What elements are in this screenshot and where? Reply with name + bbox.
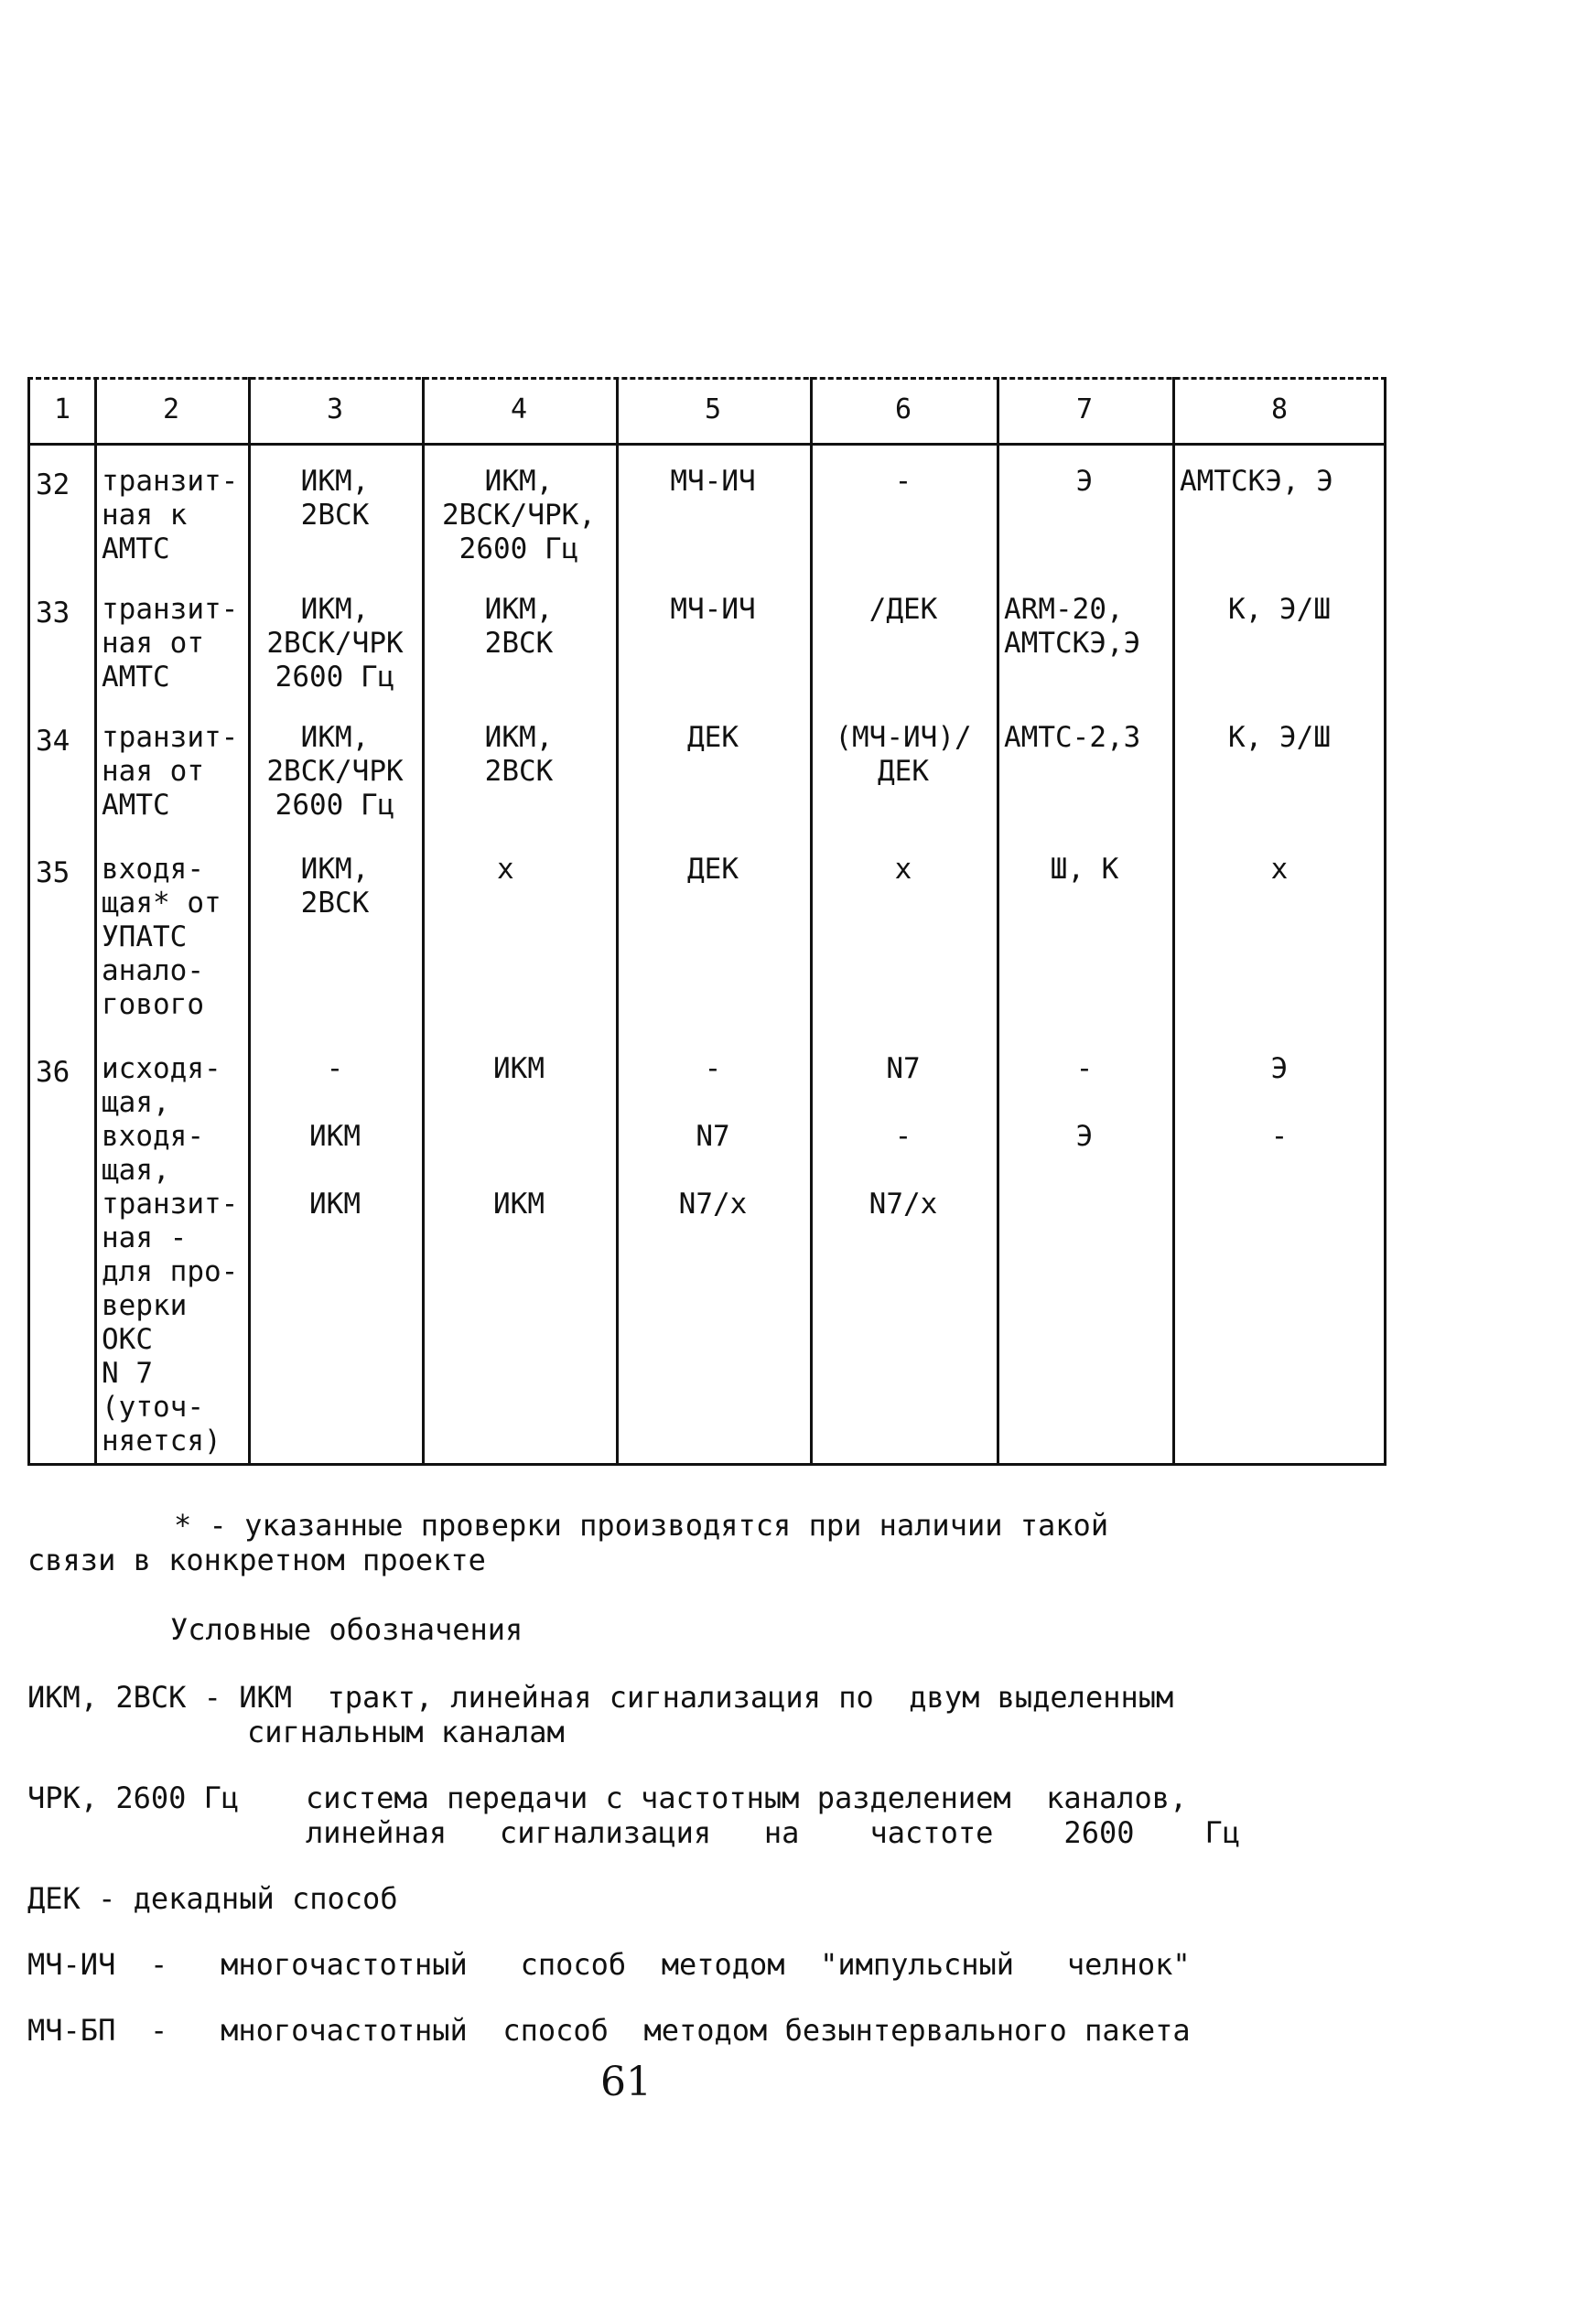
cell-col7: АМТС-2,3: [1004, 721, 1141, 754]
connection-type: транзит- ная к АМТС: [102, 465, 239, 565]
header-cell: 7: [1075, 393, 1094, 425]
cell-col6: (МЧ-ИЧ)/ ДЕК: [835, 721, 972, 788]
cell-col8: х: [1270, 853, 1289, 886]
cell-col3: - ИКМ ИКМ: [309, 1052, 361, 1221]
cell-col4: ИКМ, 2ВСК: [484, 593, 554, 660]
header-cell: 6: [894, 393, 912, 425]
table-header-divider: [30, 443, 1384, 446]
row-number: 33: [36, 597, 70, 629]
legend-title: Условные обозначения: [170, 1612, 523, 1647]
signaling-table: [27, 377, 1386, 1466]
connection-type: транзит- ная от АМТС: [102, 593, 239, 694]
column-divider: [997, 377, 999, 1463]
column-divider: [94, 377, 97, 1463]
cell-col5: МЧ-ИЧ: [670, 593, 756, 626]
header-cell: 5: [704, 393, 722, 425]
row-number: 36: [36, 1056, 70, 1089]
page-number: 61: [600, 2059, 652, 2105]
cell-col3: ИКМ, 2ВСК/ЧРК 2600 Гц: [266, 593, 404, 694]
column-divider: [1172, 377, 1175, 1463]
column-divider: [810, 377, 813, 1463]
legend-chrk-term: ЧРК, 2600 Гц: [27, 1781, 240, 1815]
connection-type: исходя- щая, входя- щая, транзит- ная - для про- верки ОКС N 7 (уточ- няется): [102, 1052, 239, 1458]
cell-col6: х: [894, 853, 912, 886]
legend-mch-bp-term: МЧ-БП: [27, 2013, 116, 2048]
cell-col4: ИКМ, 2ВСК: [484, 721, 554, 788]
cell-col4: ИКМ ИКМ: [493, 1052, 545, 1221]
legend-chrk-def2: линейная сигнализация на частоте 2600 Гц: [306, 1815, 1241, 1850]
table-top-border: [27, 377, 1386, 380]
legend-dek: ДЕК - декадный способ: [27, 1881, 398, 1916]
connection-type: транзит- ная от АМТС: [102, 721, 239, 822]
cell-col7: Ш, К: [1050, 853, 1119, 886]
cell-col5: - N7 N7/х: [678, 1052, 748, 1221]
header-cell: 2: [162, 393, 180, 425]
header-cell: 3: [326, 393, 344, 425]
cell-col7: Э: [1075, 465, 1094, 498]
row-number: 34: [36, 725, 70, 758]
cell-col4: ИКМ, 2ВСК/ЧРК, 2600 Гц: [442, 465, 596, 565]
header-cell: 8: [1270, 393, 1289, 425]
header-cell: 1: [53, 393, 71, 425]
cell-col8: К, Э/Ш: [1228, 593, 1331, 626]
legend-ikm: ИКМ, 2ВСК - ИКМ тракт, линейная сигнализация по двум выделенным: [27, 1680, 1174, 1715]
legend-mch-bp-def: - многочастотный способ методом безынтервального пакета: [150, 2013, 1191, 2048]
cell-col7: ARM-20, АМТСКЭ,Э: [1004, 593, 1141, 660]
legend-mch-ich-def: - многочастотный способ методом "импульсный челнок": [150, 1947, 1191, 1982]
footnote-line2: связи в конкретном проекте: [27, 1543, 486, 1577]
cell-col6: /ДЕК: [869, 593, 938, 626]
cell-col5: ДЕК: [687, 853, 739, 886]
cell-col3: ИКМ, 2ВСК: [300, 465, 370, 532]
cell-col5: МЧ-ИЧ: [670, 465, 756, 498]
cell-col7: - Э: [1075, 1052, 1094, 1153]
cell-col3: ИКМ, 2ВСК/ЧРК 2600 Гц: [266, 721, 404, 822]
legend-chrk-def1: система передачи с частотным разделением каналов,: [306, 1781, 1188, 1815]
cell-col8: АМТСКЭ, Э: [1180, 465, 1333, 498]
cell-col8: Э -: [1270, 1052, 1289, 1153]
cell-col6: -: [894, 465, 912, 498]
cell-col5: ДЕК: [687, 721, 739, 754]
header-cell: 4: [510, 393, 528, 425]
row-number: 32: [36, 468, 70, 501]
cell-col4: х: [497, 853, 514, 886]
legend-mch-ich-term: МЧ-ИЧ: [27, 1947, 116, 1982]
legend-ikm-cont: сигнальным каналам: [247, 1715, 565, 1749]
row-number: 35: [36, 856, 70, 889]
connection-type: входя- щая* от УПАТС анало- гового: [102, 853, 221, 1021]
cell-col6: N7 - N7/х: [869, 1052, 938, 1221]
cell-col8: К, Э/Ш: [1228, 721, 1331, 754]
column-divider: [616, 377, 619, 1463]
cell-col3: ИКМ, 2ВСК: [300, 853, 370, 920]
footnote-line1: * - указанные проверки производятся при наличии такой: [174, 1508, 1109, 1543]
